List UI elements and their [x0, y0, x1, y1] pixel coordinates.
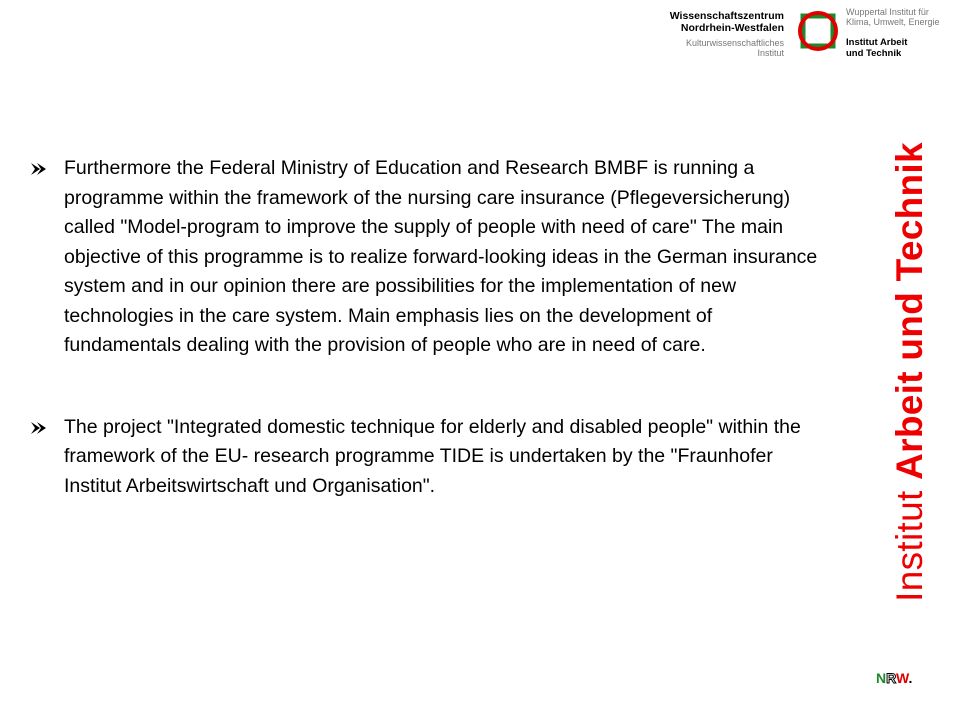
bullet-text: The project "Integrated domestic technique for elderly and disabled people" within the framework of the EU- research programme TIDE is undertaken by the "Fraunhofer Institut Arbeitswirtschaft und Organisation". [64, 415, 801, 497]
header-left-sub2: Institut [757, 48, 784, 58]
nrw-logo-w: W [895, 670, 909, 686]
header-right-line2: und Technik [846, 48, 902, 59]
vertical-institute-title [889, 142, 931, 602]
vertical-title-normal: Institut [889, 479, 930, 602]
header-left-sub1: Kulturwissenschaftliches [685, 38, 784, 48]
nrw-logo-dot: . [908, 670, 913, 686]
header-right-line1: Institut Arbeit [846, 37, 908, 48]
header-left-line2: Nordrhein-Westfalen [680, 22, 784, 34]
header-left-line1: Wissenschaftszentrum [669, 10, 784, 22]
header-right-sub1: Wuppertal Institut für [846, 7, 929, 17]
arrow-bullet-icon [30, 161, 48, 177]
header-right-sub2: Klima, Umwelt, Energie [846, 17, 940, 27]
wz-logo-icon [797, 9, 839, 53]
bullet-item [30, 413, 830, 502]
header-wissenschaftszentrum [584, 10, 784, 58]
bullet-item [30, 154, 830, 361]
bullet-list [30, 154, 830, 501]
nrw-logo-n: N [876, 670, 887, 686]
vertical-title-bold: Arbeit und Technik [889, 142, 930, 480]
nrw-logo-r: R [886, 670, 896, 686]
bullet-text: Furthermore the Federal Ministry of Education and Research BMBF is running a programme within the framework of the nursing care insurance (Pflegeversicherung) called "Model-program to improve the supply of people with need of care" The main objective of this programme is to realize forward-looking ideas in the German insurance system and in our opinion there are possibilities for the implementation of new technologies in the care system. Main emphasis lies on the development of fundamentals dealing with the provision of people who are in need of care. [64, 157, 818, 356]
nrw-logo [876, 670, 912, 686]
arrow-bullet-icon [30, 420, 48, 436]
header-institute-list [846, 7, 960, 59]
